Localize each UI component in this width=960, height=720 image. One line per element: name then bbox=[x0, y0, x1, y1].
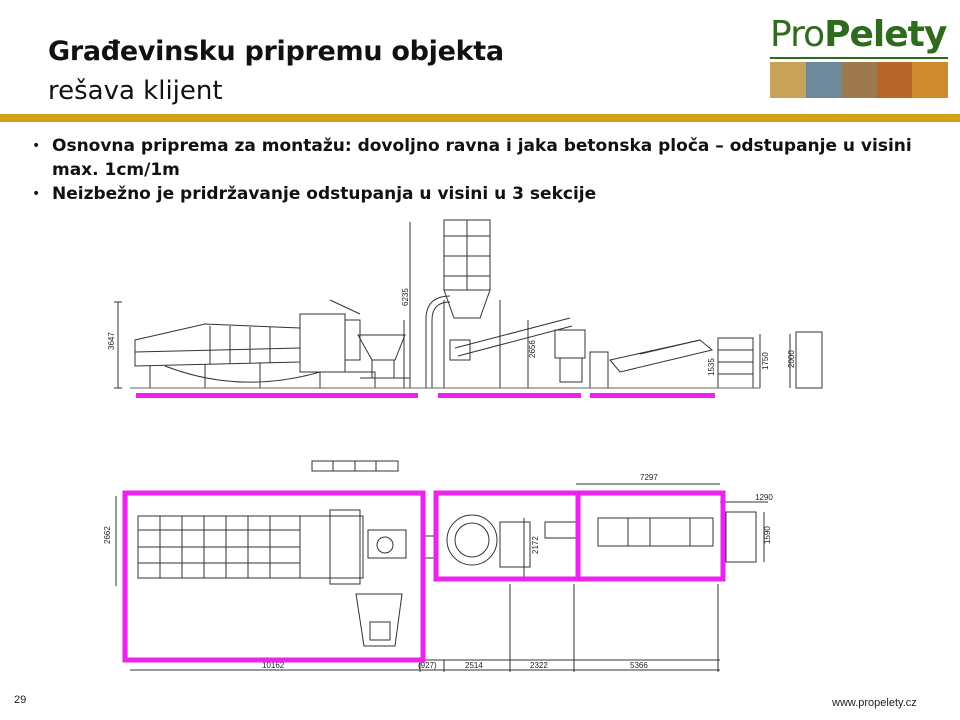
website-link: www.propelety.cz bbox=[832, 697, 917, 709]
section-box-1 bbox=[125, 493, 423, 660]
dimension-label: 2000 bbox=[787, 350, 796, 368]
dimension-label: 6235 bbox=[401, 288, 410, 306]
dimension-label: 1290 bbox=[755, 493, 773, 502]
logo-text: ProPelety bbox=[770, 14, 947, 55]
dimension-label: 10162 bbox=[262, 661, 285, 670]
dimension-label: 2514 bbox=[465, 661, 483, 670]
dimension-label: 7297 bbox=[640, 473, 658, 482]
dimension-label: 5366 bbox=[630, 661, 648, 670]
section-marker-1 bbox=[136, 393, 418, 398]
dimension-label: 2172 bbox=[531, 536, 540, 554]
dimension-label: 2662 bbox=[103, 526, 112, 544]
propelety-logo bbox=[770, 14, 950, 100]
bullet-icon: • bbox=[32, 138, 41, 154]
header-divider bbox=[0, 114, 960, 122]
technical-drawing bbox=[0, 200, 960, 690]
dimension-label: 1750 bbox=[761, 352, 770, 370]
dimension-label: (927) bbox=[418, 661, 437, 670]
section-box-2 bbox=[436, 493, 578, 579]
dimension-label: 3647 bbox=[107, 332, 116, 350]
logo-photo-strip bbox=[770, 62, 948, 98]
bullet-list bbox=[30, 134, 930, 206]
page-number: 29 bbox=[14, 694, 27, 706]
bullet-item: • Osnovna priprema za montažu: dovoljno ravna i jaka betonska ploča – odstupanje u visini max. 1cm/1m bbox=[32, 136, 912, 180]
bullet-item: • Neizbežno je pridržavanje odstupanja u visini u 3 sekcije bbox=[32, 184, 597, 204]
dimension-label: 1590 bbox=[763, 526, 772, 544]
dimension-label: 1535 bbox=[707, 358, 716, 376]
section-markers bbox=[136, 393, 715, 398]
slide-subtitle: rešava klijent bbox=[48, 76, 223, 106]
dimension-label: 2322 bbox=[530, 661, 548, 670]
dimension-label: 2656 bbox=[528, 340, 537, 358]
section-marker-3 bbox=[590, 393, 715, 398]
section-marker-2 bbox=[438, 393, 581, 398]
logo-underline bbox=[770, 57, 948, 59]
bullet-icon: • bbox=[32, 186, 41, 202]
slide-title: Građevinsku pripremu objekta bbox=[48, 36, 504, 67]
